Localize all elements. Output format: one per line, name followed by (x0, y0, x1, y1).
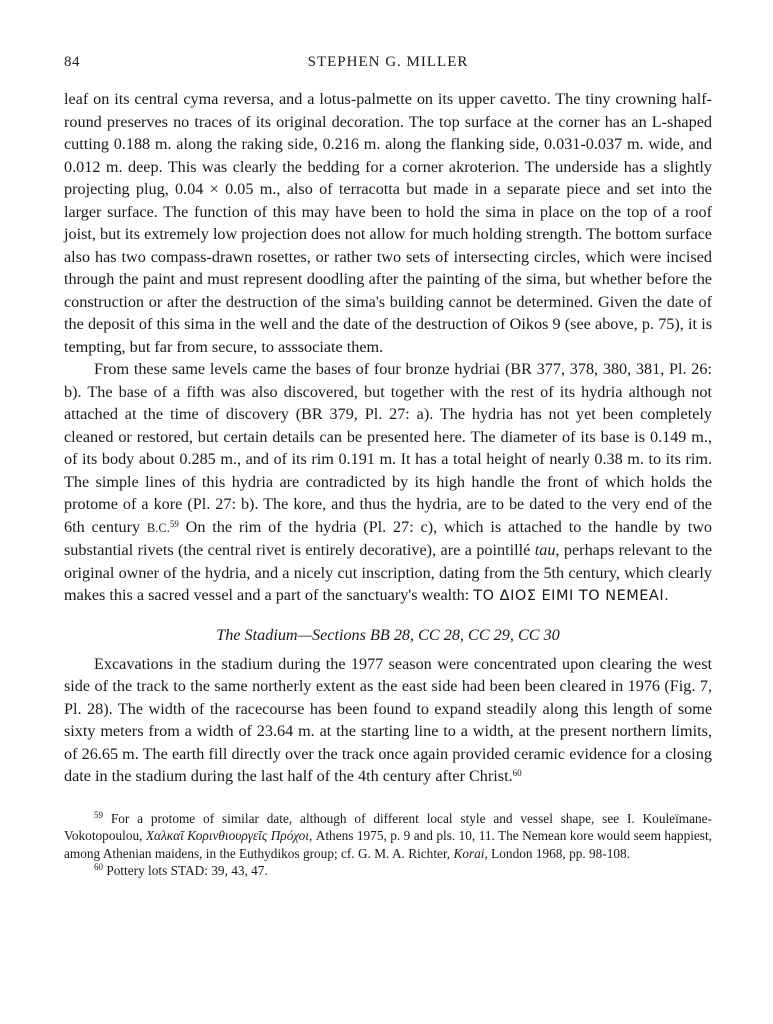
hydriai-text: From these same levels came the bases of four bronze hydriai (BR 377, 378, 380, 381, Pl. 26: b). The base of a fifth was also discovered, but together with the rest of its hydria although not attached at the time of discovery (BR 379, Pl. 27: a). The hydria has not yet been completely cleaned or restored, but certain details can be presented here. The diameter of its base is 0.149 m., of its body about 0.285 m., and of its rim 0.191 m. It has a total height of nearly 0.38 m. to its rim. The simple lines of this hydria are contradicted by its high handle the front of which holds the protome of a kore (Pl. 27: b). The kore, and thus the hydria, are to be dated to the very end of the 6th century (64, 360, 712, 536)
hydriai-text-rim: On the rim of the hydria (Pl. 27: c), which is attached to the handle by two substantial rivets (the central rivet is entirely decorative), are a pointillé (64, 517, 712, 559)
era-abbreviation: B.C. (146, 520, 170, 535)
paragraph-sima: leaf on its central cyma reversa, and a lotus-palmette on its upper cavetto. The tiny crowning half-round preserves no traces of its original decoration. The top surface at the corner has an L-shaped cutting 0.188 m. along the raking side, 0.216 m. along the flanking side, 0.031-0.037 m. wide, and 0.012 m. deep. This was clearly the bedding for a corner akroterion. The underside has a slightly projecting plug, 0.04 × 0.05 m., also of terracotta but made in a separate piece and set into the larger surface. The function of this may have been to hold the sima in place on the top of a roof joist, but its extremely low projection does not allow for much holding strength. The bottom surface also has two compass-drawn rosettes, or rather two sets of intersecting circles, which were incised through the paint and must represent doodling after the painting of the sima, but whether before the construction or after the destruction of the sima's building cannot be determined. Given the date of the deposit of this sima in the well and the date of the destruction of Oikos 9 (see above, p. 75), it is tempting, but far from secure, to asssociate them. (64, 90, 712, 356)
paragraph-hydriai (64, 358, 712, 608)
footnote-ref-59[interactable]: 59 (169, 518, 179, 529)
footnote-60 (64, 862, 712, 880)
footnote-59-text-b: , Athens 1975, p. 9 and pls. 10, 11. The Nemean kore would seem happiest, among Athenian maidens, in the Euthydikos group; cf. G. M. A. Richter, (64, 828, 713, 861)
running-head (64, 54, 712, 76)
footnote-59-korai-title: Korai (453, 845, 485, 861)
footnote-59-text: For a protome of similar date, although of different local style and vessel shape, see I. Kouleïmane-Vokotopoulou, (64, 810, 712, 843)
footnote-60-text: Pottery lots STAD: 39, 43, 47. (103, 863, 268, 878)
tau-term: tau (534, 541, 556, 559)
footnote-59-greek-title: Χαλκαῖ Κορινθιουργεῖς Πρόχοι (145, 828, 309, 843)
footnote-59 (64, 810, 712, 863)
page-number: 84 (64, 54, 80, 70)
footnote-59-text-c: , London 1968, pp. 98-108. (484, 845, 631, 861)
footnote-ref-60[interactable]: 60 (512, 768, 522, 778)
hydriai-text-inscription: , perhaps relevant to the original owner of the hydria, and a nicely cut inscription, dating from the 5th century, which clearly makes this a sacred vessel and a part of the sanctuary's wealth: (64, 541, 713, 604)
paragraph-stadium (64, 653, 712, 788)
footnote-60-number: 60 (94, 862, 103, 872)
greek-inscription: ΤΟ ΔΙΟΣ ΕΙΜΙ ΤΟ ΝΕΜΕΑΙ. (473, 588, 670, 604)
footnotes (64, 810, 712, 880)
running-title: STEPHEN G. MILLER (307, 54, 469, 70)
footnote-59-number: 59 (94, 809, 103, 820)
body-text (64, 88, 712, 788)
page (64, 54, 712, 880)
section-heading-stadium: The Stadium—Sections BB 28, CC 28, CC 29, CC 30 (216, 625, 560, 644)
stadium-text: Excavations in the stadium during the 1977 season were concentrated upon clearing the west side of the track to the same northerly extent as the east side had been been cleared in 1976 (Fig. 7, Pl. 28). The width of the racecourse has been found to expand steadily along this length of some sixty meters from a width of 23.64 m. at the starting line to a width, at the present northern limits, of 26.65 m. The earth fill directly over the track once again provided ceramic evidence for a closing date in the stadium during the last half of the 4th century after Christ. (64, 654, 712, 785)
